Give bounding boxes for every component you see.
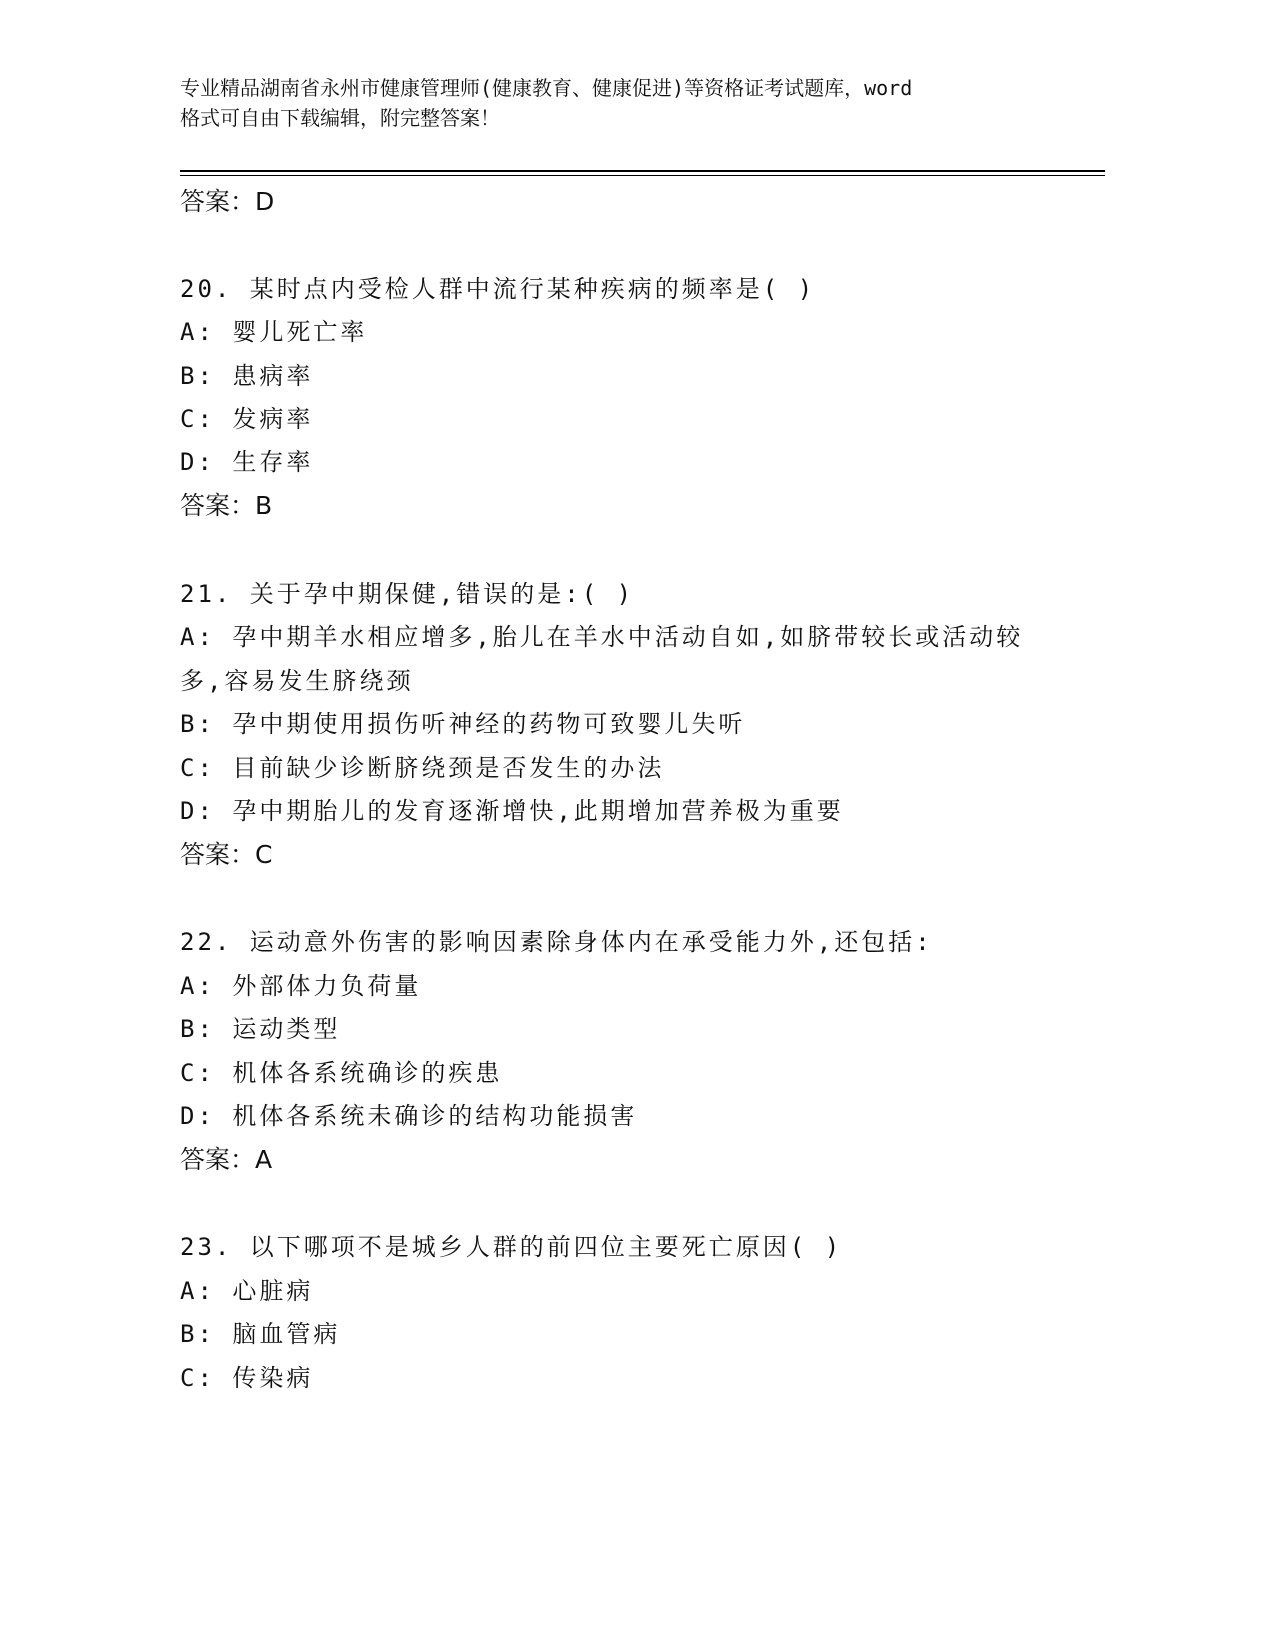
option: D: 孕中期胎儿的发育逐渐增快,此期增加营养极为重要 <box>180 797 844 825</box>
answer: 答案：B <box>180 491 273 520</box>
answer: 答案：A <box>180 1145 273 1174</box>
question-stem: 20. 某时点内受检人群中流行某种疾病的频率是( ) <box>180 275 816 303</box>
option: C: 发病率 <box>180 405 314 433</box>
option: C: 传染病 <box>180 1364 314 1392</box>
question-stem: 21. 关于孕中期保健,错误的是:( ) <box>180 580 635 608</box>
header-line-2: 格式可自由下载编辑，附完整答案！ <box>180 106 500 130</box>
question-stem: 22. 运动意外伤害的影响因素除身体内在承受能力外,还包括: <box>180 928 933 956</box>
header-line-1: 专业精品湖南省永州市健康管理师(健康教育、健康促进)等资格证考试题库，word <box>180 76 913 100</box>
divider-bottom <box>180 175 1105 176</box>
option: B: 患病率 <box>180 362 314 390</box>
option-continued: 多,容易发生脐绕颈 <box>180 667 414 695</box>
question-stem: 23. 以下哪项不是城乡人群的前四位主要死亡原因( ) <box>180 1233 843 1261</box>
answer: 答案：C <box>180 840 273 869</box>
option: C: 机体各系统确诊的疾患 <box>180 1059 503 1087</box>
option: B: 脑血管病 <box>180 1320 341 1348</box>
option: B: 孕中期使用损伤听神经的药物可致婴儿失听 <box>180 710 746 738</box>
option: A: 外部体力负荷量 <box>180 972 422 1000</box>
option: B: 运动类型 <box>180 1015 341 1043</box>
option: A: 孕中期羊水相应增多,胎儿在羊水中活动自如,如脐带较长或活动较 <box>180 623 1024 651</box>
option: A: 婴儿死亡率 <box>180 318 368 346</box>
answer: 答案：D <box>180 187 275 216</box>
divider-top <box>180 170 1105 172</box>
option: D: 机体各系统未确诊的结构功能损害 <box>180 1102 638 1130</box>
option: C: 目前缺少诊断脐绕颈是否发生的办法 <box>180 754 665 782</box>
option: A: 心脏病 <box>180 1277 314 1305</box>
option: D: 生存率 <box>180 448 314 476</box>
